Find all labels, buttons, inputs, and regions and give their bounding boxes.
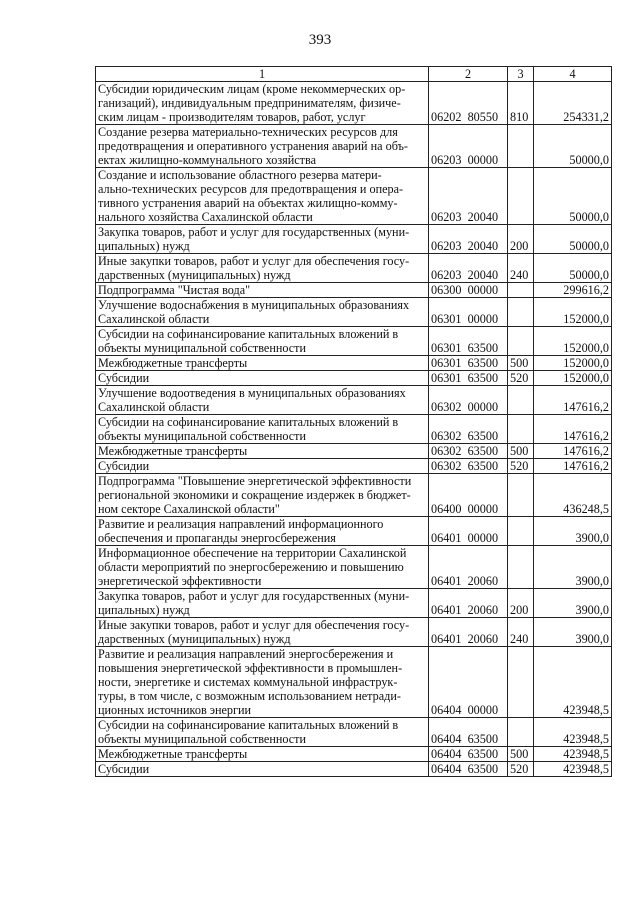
row-code-cell: 06203 00000 xyxy=(429,125,508,168)
row-sum-cell: 50000,0 xyxy=(534,168,612,225)
row-name-cell: Иные закупки товаров, работ и услуг для обеспечения госу- дарственных (муниципальных) нужд xyxy=(96,618,429,647)
table-row xyxy=(96,82,612,125)
row-code-cell: 06401 00000 xyxy=(429,517,508,546)
row-expense-type-cell: 520 xyxy=(508,371,534,386)
row-name-cell: Создание резерва материально-технических ресурсов для предотвращения и оперативного устранения аварий на объ- ектах жилищно-коммунального хозяйства xyxy=(96,125,429,168)
row-name-cell: Закупка товаров, работ и услуг для государственных (муни- ципальных) нужд xyxy=(96,589,429,618)
row-sum-cell: 423948,5 xyxy=(534,762,612,777)
table-row xyxy=(96,386,612,415)
row-expense-type-cell xyxy=(508,415,534,444)
row-name-cell: Субсидии на софинансирование капитальных вложений в объекты муниципальной собственности xyxy=(96,718,429,747)
row-name-cell: Подпрограмма "Повышение энергетической эффективности региональной экономики и сокращение издержек в бюджет- ном секторе Сахалинской области" xyxy=(96,474,429,517)
row-expense-type-cell xyxy=(508,386,534,415)
table-row xyxy=(96,415,612,444)
row-expense-type-cell: 500 xyxy=(508,356,534,371)
row-sum-cell: 3900,0 xyxy=(534,546,612,589)
row-name-cell: Субсидии xyxy=(96,762,429,777)
row-expense-type-cell xyxy=(508,517,534,546)
row-name-cell: Субсидии на софинансирование капитальных вложений в объекты муниципальной собственности xyxy=(96,327,429,356)
row-sum-cell: 436248,5 xyxy=(534,474,612,517)
row-sum-cell: 50000,0 xyxy=(534,254,612,283)
row-expense-type-cell: 810 xyxy=(508,82,534,125)
table-row xyxy=(96,327,612,356)
row-sum-cell: 423948,5 xyxy=(534,647,612,718)
table-row xyxy=(96,618,612,647)
row-expense-type-cell xyxy=(508,168,534,225)
row-sum-cell: 3900,0 xyxy=(534,517,612,546)
row-code-cell: 06401 20060 xyxy=(429,546,508,589)
row-sum-cell: 147616,2 xyxy=(534,415,612,444)
table-row xyxy=(96,168,612,225)
row-sum-cell: 152000,0 xyxy=(534,356,612,371)
row-expense-type-cell xyxy=(508,298,534,327)
row-sum-cell: 423948,5 xyxy=(534,747,612,762)
row-name-cell: Развитие и реализация направлений энергосбережения и повышения энергетической эффективности в промышлен- ности, энергетике и системах коммунальной инфраструк- туры, в том числе, с возможным использованием нетради- ционных источников энергии xyxy=(96,647,429,718)
row-code-cell: 06302 63500 xyxy=(429,415,508,444)
row-code-cell: 06202 80550 xyxy=(429,82,508,125)
row-sum-cell: 152000,0 xyxy=(534,298,612,327)
table-row xyxy=(96,762,612,777)
table-row xyxy=(96,254,612,283)
row-sum-cell: 3900,0 xyxy=(534,589,612,618)
row-expense-type-cell: 200 xyxy=(508,589,534,618)
table-row xyxy=(96,225,612,254)
table-row xyxy=(96,517,612,546)
row-name-cell: Субсидии xyxy=(96,371,429,386)
row-code-cell: 06203 20040 xyxy=(429,254,508,283)
row-expense-type-cell xyxy=(508,125,534,168)
table-row xyxy=(96,589,612,618)
row-expense-type-cell xyxy=(508,283,534,298)
table-body xyxy=(96,82,612,777)
row-expense-type-cell: 240 xyxy=(508,618,534,647)
row-sum-cell: 254331,2 xyxy=(534,82,612,125)
table-row xyxy=(96,474,612,517)
row-sum-cell: 147616,2 xyxy=(534,386,612,415)
row-expense-type-cell: 520 xyxy=(508,459,534,474)
table-row xyxy=(96,356,612,371)
row-name-cell: Субсидии юридическим лицам (кроме некоммерческих ор- ганизаций), индивидуальным предпринимателям, физиче- ским лицам - производителям товаров, работ, услуг xyxy=(96,82,429,125)
row-code-cell: 06301 63500 xyxy=(429,356,508,371)
row-expense-type-cell xyxy=(508,327,534,356)
row-name-cell: Информационное обеспечение на территории Сахалинской области мероприятий по энергосбережению и повышению энергетической эффективности xyxy=(96,546,429,589)
row-name-cell: Субсидии на софинансирование капитальных вложений в объекты муниципальной собственности xyxy=(96,415,429,444)
row-name-cell: Межбюджетные трансферты xyxy=(96,356,429,371)
row-name-cell: Улучшение водоснабжения в муниципальных образованиях Сахалинской области xyxy=(96,298,429,327)
row-code-cell: 06401 20060 xyxy=(429,589,508,618)
row-code-cell: 06400 00000 xyxy=(429,474,508,517)
row-sum-cell: 152000,0 xyxy=(534,371,612,386)
row-sum-cell: 423948,5 xyxy=(534,718,612,747)
table-row xyxy=(96,444,612,459)
header-col-1: 1 xyxy=(96,67,429,82)
row-name-cell: Подпрограмма "Чистая вода" xyxy=(96,283,429,298)
table-row xyxy=(96,298,612,327)
row-code-cell: 06404 63500 xyxy=(429,762,508,777)
row-name-cell: Развитие и реализация направлений информационного обеспечения и пропаганды энергосбережения xyxy=(96,517,429,546)
row-expense-type-cell: 240 xyxy=(508,254,534,283)
row-code-cell: 06404 00000 xyxy=(429,647,508,718)
row-code-cell: 06404 63500 xyxy=(429,718,508,747)
row-sum-cell: 152000,0 xyxy=(534,327,612,356)
row-code-cell: 06301 63500 xyxy=(429,327,508,356)
row-code-cell: 06302 63500 xyxy=(429,444,508,459)
row-code-cell: 06301 00000 xyxy=(429,298,508,327)
table-row xyxy=(96,647,612,718)
row-sum-cell: 299616,2 xyxy=(534,283,612,298)
table-row xyxy=(96,459,612,474)
table-row xyxy=(96,125,612,168)
row-name-cell: Межбюджетные трансферты xyxy=(96,444,429,459)
header-col-3: 3 xyxy=(508,67,534,82)
row-sum-cell: 147616,2 xyxy=(534,444,612,459)
row-code-cell: 06302 63500 xyxy=(429,459,508,474)
row-expense-type-cell xyxy=(508,647,534,718)
budget-table xyxy=(95,66,612,777)
row-name-cell: Субсидии xyxy=(96,459,429,474)
header-col-2: 2 xyxy=(429,67,508,82)
row-sum-cell: 50000,0 xyxy=(534,125,612,168)
row-name-cell: Закупка товаров, работ и услуг для государственных (муни- ципальных) нужд xyxy=(96,225,429,254)
page-number: 393 xyxy=(308,32,332,48)
table-row xyxy=(96,747,612,762)
row-expense-type-cell xyxy=(508,474,534,517)
row-sum-cell: 50000,0 xyxy=(534,225,612,254)
header-row xyxy=(96,67,612,82)
row-code-cell: 06404 63500 xyxy=(429,747,508,762)
row-code-cell: 06302 00000 xyxy=(429,386,508,415)
row-expense-type-cell: 500 xyxy=(508,747,534,762)
table-row xyxy=(96,371,612,386)
header-col-4: 4 xyxy=(534,67,612,82)
row-code-cell: 06301 63500 xyxy=(429,371,508,386)
row-expense-type-cell: 520 xyxy=(508,762,534,777)
row-code-cell: 06300 00000 xyxy=(429,283,508,298)
table-row xyxy=(96,718,612,747)
row-code-cell: 06401 20060 xyxy=(429,618,508,647)
row-expense-type-cell: 200 xyxy=(508,225,534,254)
row-name-cell: Создание и использование областного резерва матери- ально-технических ресурсов для предотвращения и опера- тивного устранения аварий на объектах жилищно-комму- нального хозяйства Сахалинской области xyxy=(96,168,429,225)
row-sum-cell: 3900,0 xyxy=(534,618,612,647)
row-expense-type-cell xyxy=(508,546,534,589)
row-name-cell: Иные закупки товаров, работ и услуг для обеспечения госу- дарственных (муниципальных) нужд xyxy=(96,254,429,283)
row-name-cell: Межбюджетные трансферты xyxy=(96,747,429,762)
table-row xyxy=(96,283,612,298)
row-code-cell: 06203 20040 xyxy=(429,225,508,254)
row-name-cell: Улучшение водоотведения в муниципальных образованиях Сахалинской области xyxy=(96,386,429,415)
row-sum-cell: 147616,2 xyxy=(534,459,612,474)
row-expense-type-cell xyxy=(508,718,534,747)
row-expense-type-cell: 500 xyxy=(508,444,534,459)
table-row xyxy=(96,546,612,589)
row-code-cell: 06203 20040 xyxy=(429,168,508,225)
